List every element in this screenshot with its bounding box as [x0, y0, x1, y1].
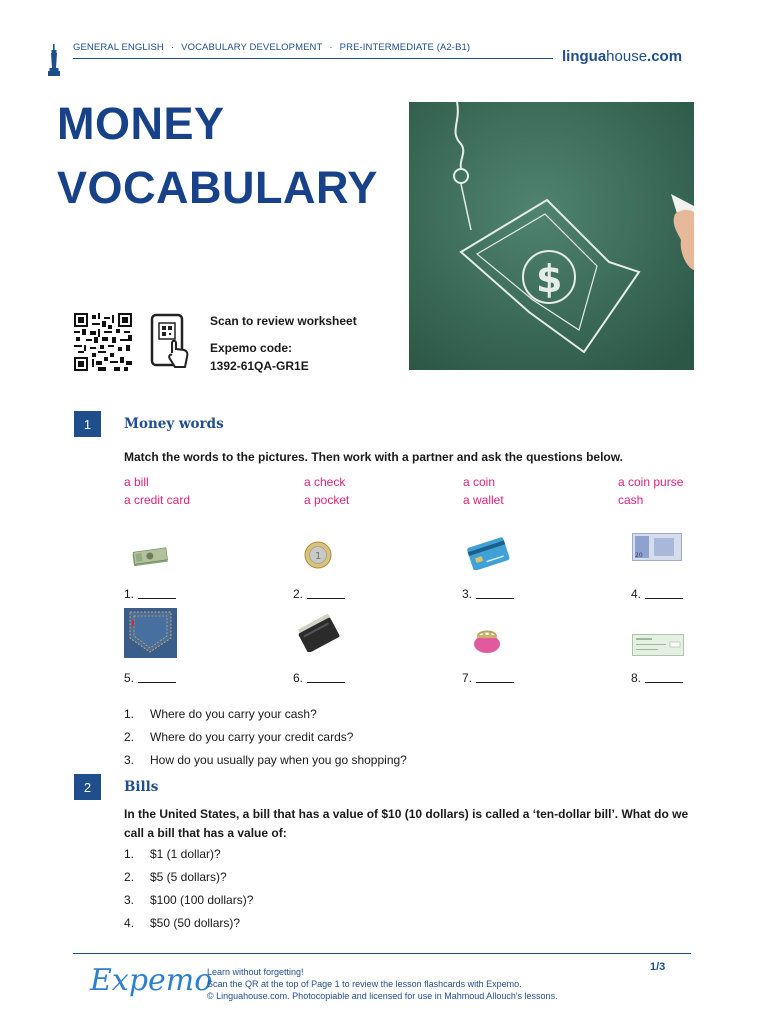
page-number: 1/3: [650, 961, 666, 973]
euro-banknote-picture: [632, 533, 682, 561]
svg-text:20: 20: [635, 552, 643, 559]
section-2-title: Bills: [124, 779, 159, 795]
word-bank-item: a coin purse: [618, 475, 684, 489]
qr-code[interactable]: [73, 313, 133, 371]
title-line-1: MONEY: [57, 98, 225, 149]
word-bank-item: a wallet: [463, 493, 504, 507]
statue-of-liberty-icon: [48, 44, 60, 76]
linguahouse-logo[interactable]: linguahouse.com: [562, 48, 683, 65]
chalkboard-money-hook-image: [409, 102, 694, 370]
svg-text:1: 1: [315, 551, 322, 562]
bill-question: 3. $100 (100 dollars)?: [124, 893, 254, 907]
jeans-pocket-picture: [124, 608, 177, 658]
discussion-question: 1. Where do you carry your cash?: [124, 707, 317, 721]
answer-blank[interactable]: 2.: [293, 587, 345, 601]
section-1-instruction: Match the words to the pictures. Then work with a partner and ask the questions below.: [124, 450, 623, 464]
section-2-instruction: In the United States, a bill that has a value of $10 (10 dollars) is called a ‘ten-dollar bill’. What do we call a bill that has a value of:: [124, 807, 689, 840]
breadcrumb-grade: PRE-INTERMEDIATE (A2-B1): [339, 42, 471, 53]
answer-blank[interactable]: 4.: [631, 587, 683, 601]
check-picture: [632, 634, 684, 656]
wallet-picture: [296, 614, 342, 652]
bill-question: 4. $50 (50 dollars)?: [124, 916, 241, 930]
word-bank-item: a coin: [463, 475, 496, 489]
answer-blank[interactable]: 6.: [293, 671, 345, 685]
word-bank-item: a check: [304, 475, 346, 489]
answer-blank[interactable]: 1.: [124, 587, 176, 601]
svg-text:$: $: [536, 257, 563, 301]
section-1-number: 1: [74, 411, 101, 437]
scan-review-label: Scan to review worksheet: [210, 314, 357, 328]
expemo-logo[interactable]: Expemo: [90, 963, 213, 998]
discussion-question: 2. Where do you carry your credit cards?: [124, 730, 354, 744]
page-title: [57, 92, 378, 220]
discussion-question: 3. How do you usually pay when you go shopping?: [124, 753, 407, 767]
word-bank-item: a credit card: [124, 493, 191, 507]
answer-blank[interactable]: 3.: [462, 587, 514, 601]
section-1-title: Money words: [124, 416, 224, 432]
breadcrumb-level: GENERAL ENGLISH: [73, 42, 164, 53]
section-2-number: 2: [74, 774, 101, 800]
expemo-code-label: Expemo code:: [210, 341, 293, 355]
footer-text: Learn without forgetting! Scan the QR at the top of Page 1 to review the lesson flashcards with Expemo. © Linguahouse.com. Photocopiable and licensed for use in Mahmoud Allouch's lessons.: [207, 967, 558, 1001]
bill-question: 1. $1 (1 dollar)?: [124, 847, 221, 861]
word-bank-item: a pocket: [304, 493, 350, 507]
answer-blank[interactable]: 5.: [124, 671, 176, 685]
bill-question: 2. $5 (5 dollars)?: [124, 870, 227, 884]
breadcrumb-topic: VOCABULARY DEVELOPMENT: [181, 42, 323, 53]
word-bank-item: a bill: [124, 475, 149, 489]
phone-scan-icon: [150, 313, 192, 371]
coin-picture: [304, 541, 332, 569]
cash-bills-picture: [130, 544, 170, 570]
expemo-code: 1392-61QA-GR1E: [210, 359, 309, 373]
scan-info: [210, 312, 357, 375]
credit-card-picture: [466, 536, 510, 570]
answer-blank[interactable]: 8.: [631, 671, 683, 685]
title-line-2: VOCABULARY: [57, 162, 378, 213]
header-divider: [73, 58, 553, 59]
footer-divider: [73, 953, 691, 954]
coin-purse-picture: [472, 628, 502, 654]
breadcrumb: GENERAL ENGLISH · VOCABULARY DEVELOPMENT · PRE-INTERMEDIATE (A2-B1): [73, 42, 471, 53]
answer-blank[interactable]: 7.: [462, 671, 514, 685]
word-bank-item: cash: [618, 493, 644, 507]
